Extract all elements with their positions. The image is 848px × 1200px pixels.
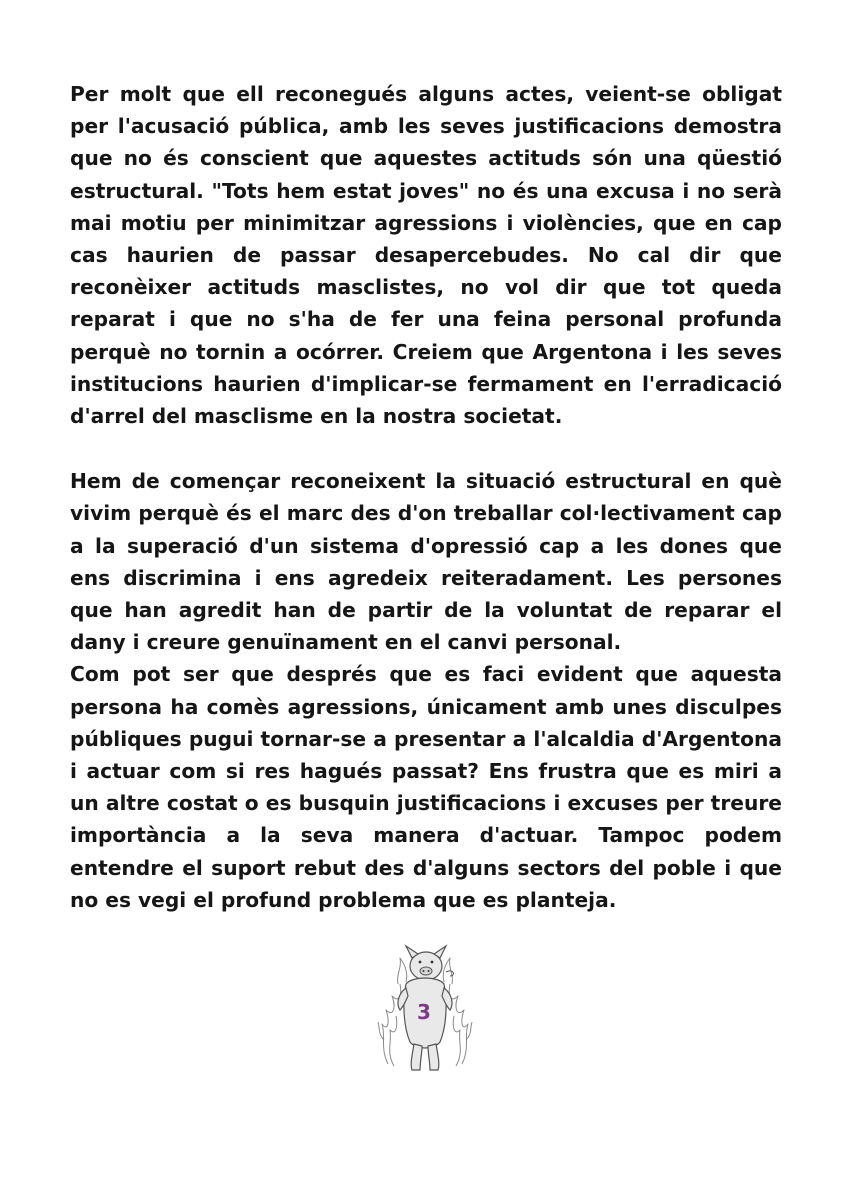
page-number: 3 (417, 1000, 431, 1024)
body-text (70, 78, 782, 916)
paragraph-3: Com pot ser que després que es faci evident que aquesta persona ha comès agressions, únicament amb unes disculpes públiques pugui tornar-se a presentar a l'alcaldia d'Argentona i actuar com si res hagués passat? Ens frustra que es miri a un altre costat o es busquin justificacions i excuses per treure importància a la seva manera d'actuar. Tampoc podem entendre el suport rebut des d'alguns sectors del poble i que no es vegi el profund problema que es planteja. (70, 662, 782, 912)
paragraph-1: Per molt que ell reconegués alguns actes, veient-se obligat per l'acusació pública, amb les seves justificacions demostra que no és conscient que aquestes actituds són una qüestió estructural. "Tots hem estat joves" no és una excusa i no serà mai motiu per minimitzar agressions i violències, que en cap cas haurien de passar desapercebudes. No cal dir que reconèixer actituds masclistes, no vol dir que tot queda reparat i que no s'ha de fer una feina personal profunda perquè no tornin a ocórrer. Creiem que Argentona i les seves institucions haurien d'implicar-se fermament en l'erradicació d'arrel del masclisme en la nostra societat. (70, 82, 782, 429)
paragraph-2: Hem de començar reconeixent la situació estructural en què vivim perquè és el marc des d'on treballar col·lectivament cap a la superació d'un sistema d'opressió cap a les dones que ens discrimina i ens agredeix reiteradament. Les persones que han agredit han de partir de la voluntat de reparar el dany i creure genuïnament en el canvi personal. (70, 469, 782, 655)
